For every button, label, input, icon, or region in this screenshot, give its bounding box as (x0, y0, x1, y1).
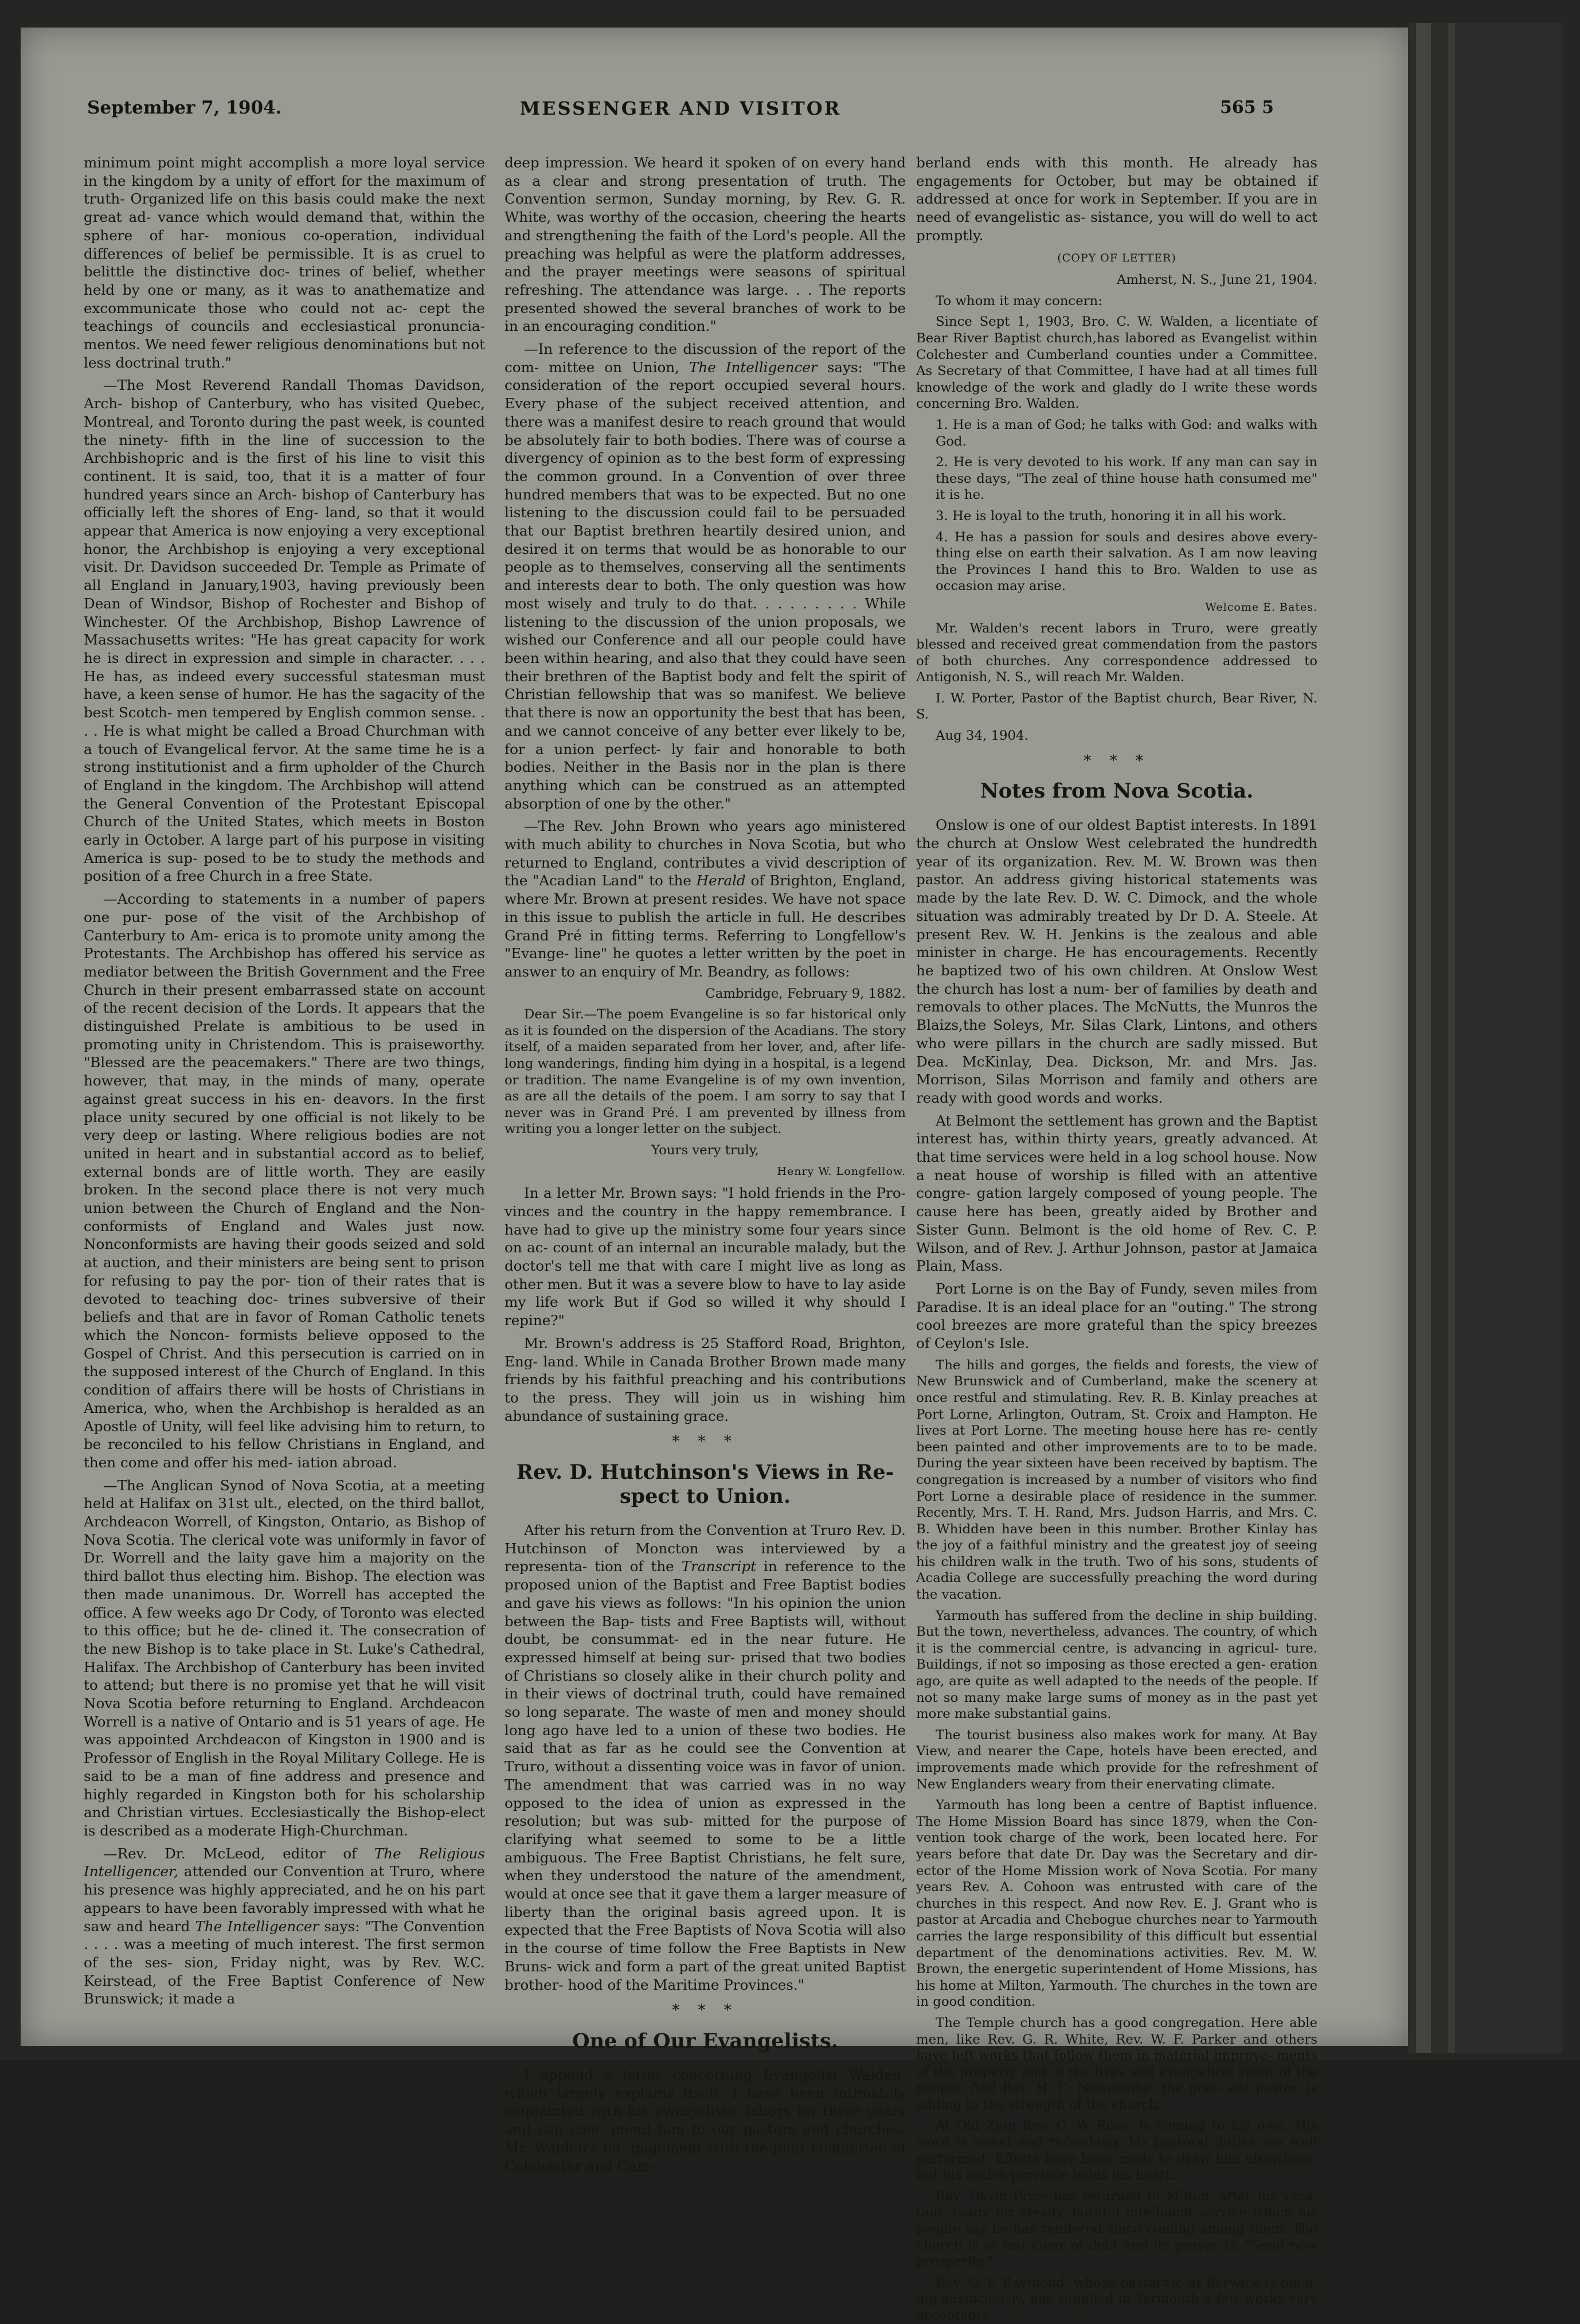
porter-date: Aug 34, 1904. (936, 728, 1028, 744)
paragraph-tourist-business: The tourist business also makes work for many. At Bay View, and nearer the Cape, hotels have been erected, and improvements made which provide for the refreshment of New Englanders weary from their enervating climate. (916, 1727, 1317, 1792)
publication-title: The Religious Intelligencer, (84, 1845, 485, 1880)
text-run: —Rev. Dr. McLeod, editor of (103, 1845, 374, 1862)
heading-evangelists: One of Our Evangelists. (572, 2029, 838, 2053)
letter-item-1: 1. He is a man of God; he talks with God: and walks with God. (936, 417, 1317, 449)
paragraph-yarmouth-decline: Yarmouth has suffered from the decline in ship building. But the town, nevertheless, advances. The country, of which it is the commercial centre, is advancing in agricul- ture. Buildings, if not so imposing as those erected a gen- eration ago, are quite as well adapted to the needs of the people. If not so many make large sums of money as in the past yet more make substantial gains. (916, 1608, 1317, 1722)
text-run: attended our Convention at Truro, where his presence was highly appreciated, and he on his part appears to have been favorably impressed with what he saw and heard (84, 1863, 485, 1935)
paragraph-hutchinson (504, 1521, 906, 1994)
paragraph-yarmouth-centre: Yarmouth has long been a centre of Baptist influence. The Home Mission Board has since 1879, when the Con- vention took charge of the work, been located here. For years before that date Dr. Day was the Secretary and dir- ector of the Home Mission work of Nova Scotia. For many years Rev. A. Cohoon was entrusted with care of the churches in this respect. And now Rev. E. J. Grant who is pastor at Arcadia and Chebogue churches near to Yarmouth carries the large responsibility of this difficult but essential department of the denominations activities. Rev. M. W. Brown, the energetic superintendent of Home Missions, has his home at Milton, Yarmouth. The churches in the town are in good condition. (916, 1798, 1317, 2010)
section-divider: * * * (672, 1433, 738, 1451)
publication-title: Transcript (681, 1558, 757, 1575)
page-header (87, 86, 1274, 132)
letter-place-date: Amherst, N. S., June 21, 1904. (1116, 272, 1317, 288)
paragraph-port-lorne: Port Lorne is on the Bay of Fundy, seven miles from Paradise. It is an ideal place for an "outing." The strong cool breezes are more grateful than the spicy breezes of Ceylon's Isle. (916, 1280, 1317, 1352)
text-run: in reference to the proposed union of the Baptist and Free Baptist bodies and gave his views as follows: "In his opinion the union between the Bap- tists and Free Baptists will, without doubt, be consummat- ed in the near future. He expressed himself at being sur- prised that two bodies of Christians so closely alike in their church polity and in their views of doctrinal truth, could have remained so long separate. The waste of men and money should long ago have led to a union of these two bodies. He said that as far as he could see the Convention at Truro, without a dissenting voice was in favor of union. The amendment that was carried was in no way opposed to the idea of union as expressed in the resolution; but was sub- mitted for the purpose of clarifying what seemed to some to be a little ambiguous. The Free Baptist Christians, he felt sure, when they understood the nature of the amendment, would at once see that it gave them a larger measure of liberty than the original basis agreed upon. It is expected that the Free Baptists of Nova Scotia will also in the course of time follow the Free Baptists in New Bruns- wick and form a part of the great united Baptist brother- hood of the Maritime Provinces." (504, 1558, 906, 1993)
longfellow-signature: Henry W. Longfellow. (777, 1165, 906, 1178)
paragraph-david-price: Rev. David Price has returned to Milton, after his vaca- tion, ready for steady, faithful intelligent service which his people say he has rendered since coming among them. The church is at last clear of debt and its prayer is: "Send now prosperity." (916, 2188, 1317, 2270)
section-divider: * * * (672, 2002, 738, 2020)
paragraph-unity: minimum point might accomplish a more loyal service in the kingdom by a unity of effort for the maximum of truth- Organized life on this basis could make the next great ad- vance which would demand that, within the sphere of har- monious co-operation, individual differences of belief be permissible. It is as cruel to belittle the distinctive doc- trines of belief, whether held by one or many, as it was to anathematize and excommunicate those who could not ac- cept the teachings of councils and ecclesiastical pronuncia- mentos. We need fewer religious denominations but not less doctrinal truth." (84, 154, 485, 371)
paragraph-belmont: At Belmont the settlement has grown and the Baptist interest has, within thirty years, greatly advanced. At that time services were held in a log school house. Now a neat house of worship is filled with an attentive congre- gation largely composed of young people. The cause here has been, greatly aided by Brother and Sister Gunn. Belmont is the old home of Rev. C. P. Wilson, and of Rev. J. Arthur Johnson, pastor at Jamaica Plain, Mass. (916, 1112, 1317, 1275)
letter-item-3: 3. He is loyal to the truth, honoring it in all his work. (936, 508, 1286, 524)
adjacent-page-edge (1408, 23, 1563, 2053)
text-run: —The Rev. John Brown who years ago ministered with much ability to churches in Nova Scotia, but who returned to England, contributes a vivid description of the "Acadian Land" to the (504, 818, 906, 889)
paragraph-brown-letter: In a letter Mr. Brown says: "I hold friends in the Pro- vinces and the country in the happy remembrance. I have had to give up the ministry some four years since on ac- count of an internal an incurable malady, but the doctor's tell me that with care I might live as long as other men. But it was a severe blow to have to lay aside my life work But if God so willed it why should I repine?" (504, 1185, 906, 1329)
page-number: 565 5 (1220, 97, 1274, 118)
paragraph-hills-gorges: The hills and gorges, the fields and forests, the view of New Brunswick and of Cumberland, make the scenery at once restful and stimulating. Rev. R. B. Kinlay preaches at Port Lorne, Arlington, Outram, St. Croix and Hampton. He lives at Port Lorne. The meeting house here has re- cently been painted and other improvements are to to be made. During the year sixteen have been received by baptism. The congregation is increased by a number of visitors who find Port Lorne a desirable place of residence in the summer. Recently, Mrs. T. H. Rand, Mrs. Judson Harris, and Mrs. C. B. Whidden have been in this number. Brother Kinlay has the joy of a faithful ministry and the greatest joy of seeing his children walk in the truth. Two of his sons, students of Acadia College are successfully preaching the word during the vacation. (916, 1357, 1317, 1603)
paragraph-archbishop-davidson: —The Most Reverend Randall Thomas Davidson, Arch- bishop of Canterbury, who has visited Quebec, Montreal, and Toronto during the past week, is counted the ninety- fifth in the line of succession to the Archbishopric and is the first of his line to visit this continent. It is said, too, that it is a matter of four hundred years since an Arch- bishop of Canterbury has officially left the shores of Eng- land, so that it would appear that America is now enjoying a very exceptional honor, the Archbishop is enjoying a very exceptional visit. Dr. Davidson succeeded Dr. Temple as Primate of all England in January,1903, having previously been Dean of Windsor, Bishop of Rochester and Bishop of Winchester. Of the Archbishop, Bishop Lawrence of Massachusetts writes: "He has great capacity for work he is direct in expression and simple in character. . . . He has, as indeed every successful statesman must have, a keen sense of humor. He has the sagacity of the best Scotch- men tempered by English common sense. . . . He is what might be called a Broad Churchman with a touch of Evangelical fervor. At the same time he is a strong institutionist and a firm upholder of the Church of England in the kingdom. The Archbishop will attend the General Convention of the Protestant Episcopal Church of the United States, which meets in Boston early in October. A large part of his purpose in visiting America is sup- posed to be to study the methods and position of a free Church in a free State. (84, 377, 485, 885)
paragraph-temple-church: The Temple church has a good congregation. Here able men, like Rev. G. R. White, Rev. W. F. Parker and others have left works that follow them in material improve- ments of the property and in the lives and evangelical spirit of the people. And Rev. H. C. Newcombe, the pres- ent pastor, is adding to the strength of the church. (916, 2015, 1317, 2112)
paragraph-anglican-synod: —The Anglican Synod of Nova Scotia, at a meeting held at Halifax on 31st ult., elected, on the third ballot, Archdeacon Worrell, of Kingston, Ontario, as Bishop of Nova Scotia. The clerical vote was uniformly in favor of Dr. Worrell and the laity gave him a majority on the third ballot thus electing him. Bishop. The election was then made unanimous. Dr. Worrell has accepted the office. A few weeks ago Dr Cody, of Toronto was elected to this office; but he de- clined it. The consecration of the new Bishop is to take place in St. Luke's Cathedral, Halifax. The Archbishop of Canterbury has been invited to attend; but there is no promise yet that he will visit Nova Scotia before returning to England. Archdeacon Worrell is a native of Ontario and is 51 years of age. He was appointed Archdeacon of Kingston in 1900 and is Professor of English in the Royal Military College. He is said to be a man of fine address and presence and highly regarded in Kingston both for his scholarship and Christian virtues. Ecclesiastically the Bishop-elect is described as a moderate High-Churchman. (84, 1477, 485, 1839)
paragraph-old-zion: At Old Zion Rev. C. W Rose, is coming to his own. His word is sweet and refreshing, his pastoral duties are well performed. Efforts have been made to draw him elsewhere; but his native province holds his heart. (916, 2118, 1317, 2183)
issue-date: September 7, 1904. (87, 97, 282, 118)
column-2 (504, 154, 906, 2174)
publication-title: Herald (696, 872, 746, 889)
longfellow-letter-close: Yours very truly, (651, 1142, 759, 1158)
publication-title: The Intelligencer (195, 1917, 319, 1935)
section-divider: * * * (1084, 752, 1150, 770)
longfellow-letter-body: Dear Sir.—The poem Evangeline is so far historical only as it is founded on the dispersion of the Acadians. The story itself, of a maiden separated from her lover, and, after life-long wanderings, finding him dying in a hospital, is a legend or tradition. The name Evangeline is of my own invention, as are all the details of the poem. I am sorry to say that I never was in Grand Pré. I am prevented by illness from writing you a longer letter on the subject. (504, 1007, 906, 1137)
paragraph-onslow: Onslow is one of our oldest Baptist interests. In 1891 the church at Onslow West celebrated the hundredth year of its organization. Rev. M. W. Brown was then pastor. An address giving historical statements was made by the late Rev. D. W. C. Dimock, and the whole situation was admirably treated by Dr D. A. Steele. At present Rev. W. H. Jenkins is the zealous and able minister in charge. He has encouragements. Recently he baptized two of his own children. At Onslow West the church has lost a num- ber of families by death and removals to other places. The McNutts, the Munros the Blaizs,the Soleys, Mr. Silas Clark, Lintons, and others who were pillars in the church are sadly missed. But Dea. McKinlay, Dea. Dickson, Mr. and Mrs. Jas. Morrison, Silas Morrison and family and others are ready with good words and works. (916, 817, 1317, 1106)
letter-body: Since Sept 1, 1903, Bro. C. W. Walden, a licentiate of Bear River Baptist church,has labored as Evangelist within Colchester and Cumberland counties under a Committee. As Secretary of that Committee, I have had at all times full knowledge of the work and gladly do I write these words concerning Bro. Walden. (916, 314, 1317, 412)
paragraph-walden-engagement: berland ends with this month. He already has engagements for October, but may be obtained if addressed at once for work in September. If you are in need of evangelistic as- sistance, you will do well to act promptly. (916, 154, 1317, 244)
column-3 (916, 154, 1317, 2323)
letter-item-2: 2. He is very devoted to his work. If any man can say in these days, "The zeal of thine house hath consumed me" it is he. (936, 455, 1317, 503)
longfellow-letter-date: Cambridge, February 9, 1882. (705, 986, 906, 1001)
paragraph-evangelist-walden: I append a letter concerning Evangelist Walden, which largely explains itself. I have been intimately acquainted with his evangelistic labors for three years and can com- mend him to our pastors and churches. Mr. Walden's en- gagement with the joint committee of Colchester and Cum- (504, 2067, 906, 2174)
paragraph-john-brown (504, 817, 906, 981)
publication-title: The Intelligencer (689, 358, 818, 376)
paragraph-porter-sign: I. W. Porter, Pastor of the Baptist church, Bear River, N. S. (916, 690, 1317, 722)
text-run: —In reference to the discussion of the report of the com- mittee on Union, (504, 341, 906, 376)
masthead-title: MESSENGER AND VISITOR (519, 97, 842, 119)
text-run: of Brighton, England, where Mr. Brown at present resides. We have not space in this issue to publish the article in full. He describes Grand Pré in fitting terms. Referring to Longfellow's "Evange- line" he quotes a letter written by the poet in answer to an enquiry of Mr. Beandry, as follows: (504, 872, 906, 980)
paragraph-raymond: Rev. G. P. Raymond, whose pastorate at Berwick is open- ing auspiciously, has supplied in Yarmouth a few works very acceptably. (916, 2275, 1317, 2323)
paragraph-unity-visit: —According to statements in a number of papers one pur- pose of the visit of the Archbishop of Canterbury to Am- erica is to promote unity among the Protestants. The Archbishop has offered his service as mediator between the British Government and the Free Church in their present embarrassed state on account of the recent decision of the Lords. It appears that the distinguished Prelate is ambitious to be used in promoting unity in Christendom. This is praiseworthy. "Blessed are the peacemakers." There are two things, however, that may, in the minds of many, operate against great success in his en- deavors. In the first place unity secured by one official is not likely to be very deep or lasting. Where religious bodies are not united in heart and in substantial accord as to belief, external bonds are of little worth. They are easily broken. In the second place there is not very much union between the Church of England and the Non-conformists of England and Wales just now. Nonconformists are having their goods seized and sold at auction, and their ministers are being sent to prison for refusing to pay the por- tion of their rates that is devoted to teaching doc- trines subversive of their beliefs and that are in favor of Roman Catholic tenets which the Noncon- formists believe opposed to the Gospel of Christ. And this persecution is carried on in the supposed interest of the Church of England. In this condition of affairs there will be hosts of Christians in America, who, when the Archbishop is heralded as an Apostle of Unity, will feel like advising him to return, to be reconciled to his fellow Christians in England, and then come and offer his med- iation abroad. (84, 890, 485, 1471)
heading-hutchinson-views: Rev. D. Hutchinson's Views in Re- spect to Union. (516, 1460, 894, 1509)
paragraph-walden-truro: Mr. Walden's recent labors in Truro, were greatly blessed and received great commendation from the pastors of both churches. Any correspondence addressed to Antigonish, N. S., will reach Mr. Walden. (916, 620, 1317, 685)
paragraph-brown-address: Mr. Brown's address is 25 Stafford Road, Brighton, Eng- land. While in Canada Brother Brown made many friends by his faithful preaching and his contributions to the press. They will join us in wishing him abundance of sustaining grace. (504, 1334, 906, 1424)
letter-item-4: 4. He has a passion for souls and desires above every- thing else on earth their salvation. As I am now leaving the Provinces I hand this to Bro. Walden to use as occasion may arise. (936, 529, 1317, 594)
binding-strip (1416, 23, 1431, 2053)
paragraph-dr-mcleod (84, 1845, 485, 2008)
heading-notes-nova-scotia: Notes from Nova Scotia. (980, 779, 1254, 803)
copy-of-letter-label: (COPY OF LETTER) (1057, 251, 1176, 264)
text-run: After his return from the Convention at Truro Rev. D. Hutchinson of Moncton was interviewed by a representa- tion of the (504, 1522, 906, 1575)
paragraph-deep-impression: deep impression. We heard it spoken of on every hand as a clear and strong presentation of truth. The Convention sermon, Sunday morning, by Rev. G. R. White, was worthy of the occasion, cheering the hearts and strengthening the faith of the Lord's people. All the preaching was helpful as were the platform addresses, and the prayer meetings were seasons of spiritual refreshing. The attendance was large. . . The reports presented showed the several branches of work to be in an encouraging condition." (504, 154, 906, 335)
text-run: says: "The consideration of the report occupied several hours. Every phase of the subject received attention, and there was a manifest desire to reach ground that would be absolutely fair to both bodies. There was of course a divergency of opinion as to the best form of expressing the common ground. In a Convention of over three hundred members that was to be expected. But no one listening to the discussion could fail to be persuaded that our Baptist brethren heartily desired union, and desired it on terms that would be as honorable to our people as to themselves, conserving all the sentiments and interests dear to both. The only question was how most wisely and truly to do that. . . . . . . . . While listening to the discussion of the union proposals, we wished our Conference and all our people could have been within hearing, and also that they could have seen their brethren of the Baptist body and felt the spirit of Christian fellowship that was so manifest. We believe that there is now an opportunity the best that has been, and we cannot conceive of any better ever likely to be, for a union perfect- ly fair and honorable to both bodies. Neither in the Basis nor in the plan is there anything which can be construed as an attempted absorption of one by the other." (504, 358, 906, 812)
text-run: says: "The Convention . . . . was a meeting of much interest. The first sermon of the ses- sion, Friday night, was by Rev. W.C. Keirstead, of the Free Baptist Conference of New Brunswick; it made a (84, 1917, 486, 2007)
paragraph-union-report (504, 340, 906, 813)
letter-signature: Welcome E. Bates. (1205, 600, 1317, 614)
letter-salutation: To whom it may concern: (936, 293, 1102, 308)
binding-strip-inner (1448, 23, 1455, 2053)
column-1 (84, 154, 485, 2011)
